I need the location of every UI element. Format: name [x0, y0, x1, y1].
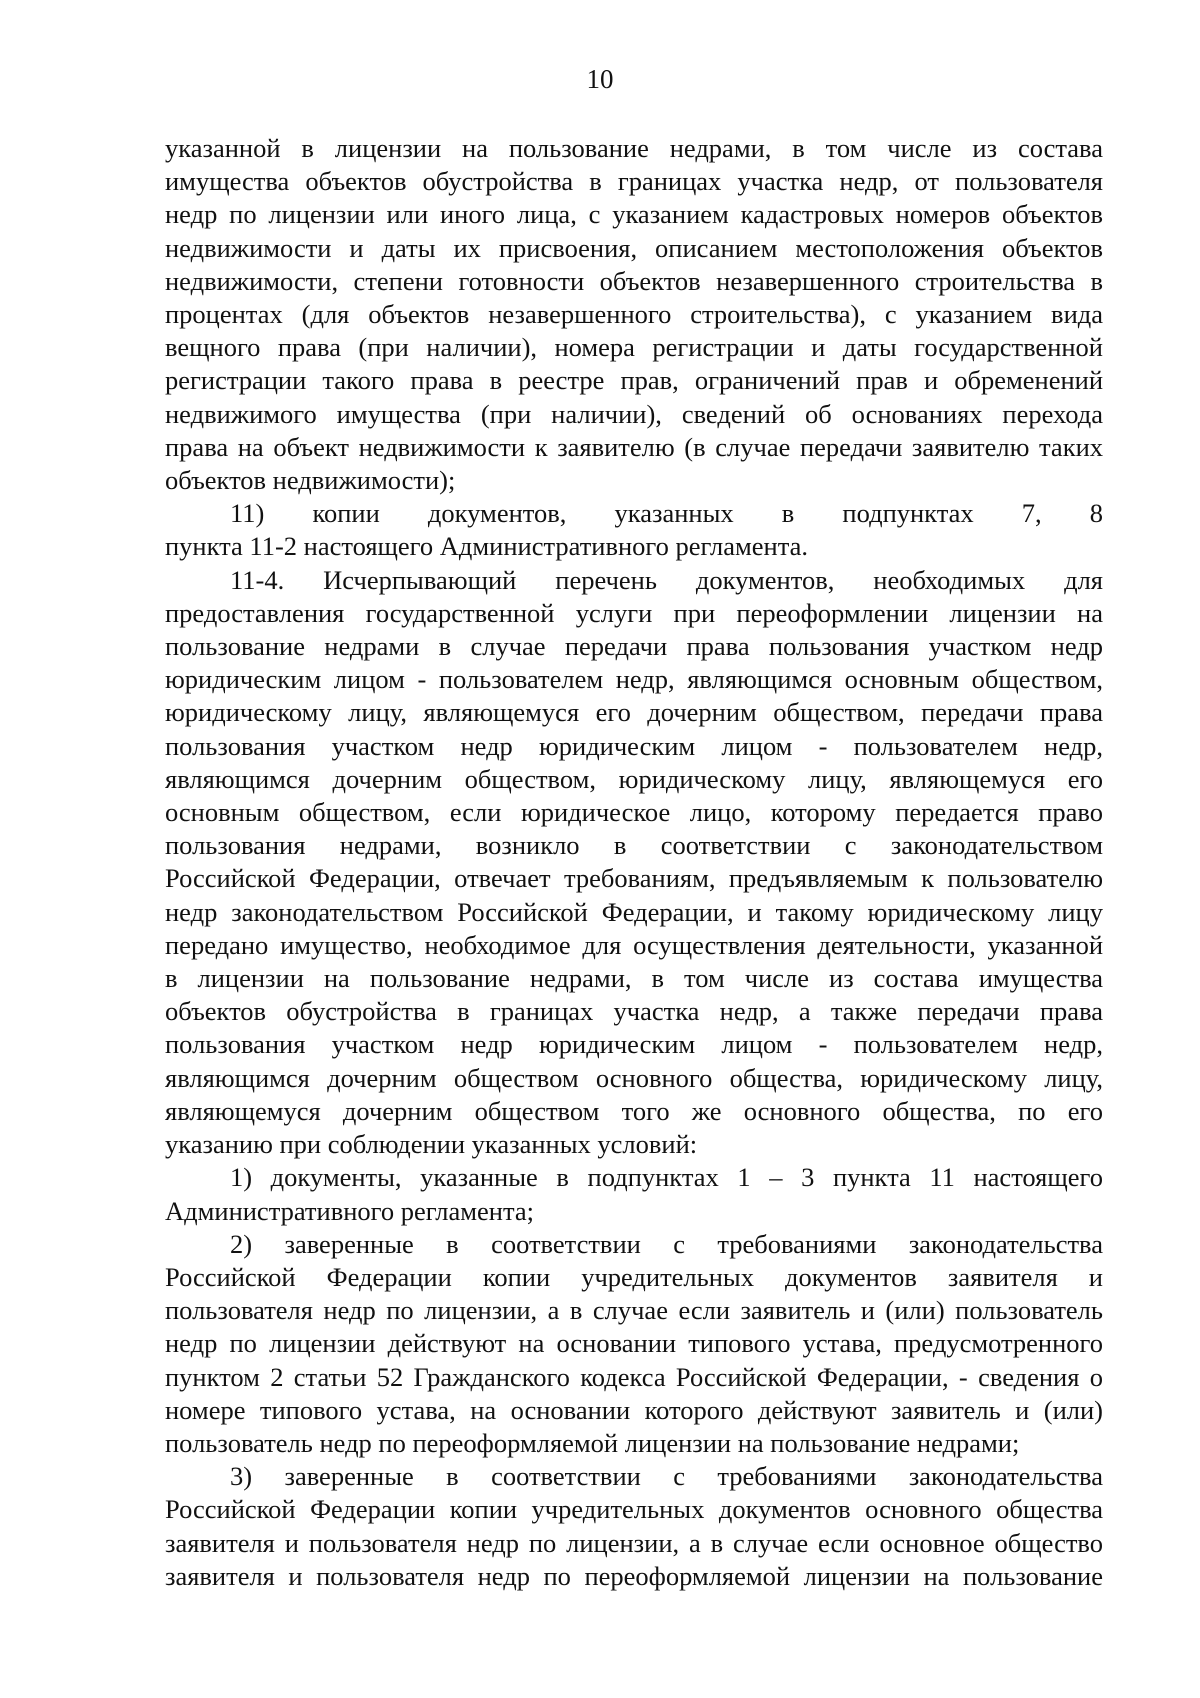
- text-line: Российской Федерации копии учредительных документов заявителя и: [165, 1261, 1103, 1292]
- paragraph-p6: [165, 1460, 1103, 1593]
- paragraph-p1: [165, 132, 1103, 497]
- text-line: недр по лицензии или иного лица, с указанием кадастровых номеров объектов: [165, 199, 1103, 230]
- text-line: пользования участком недр юридическим лицом - пользователем недр,: [165, 1029, 1103, 1060]
- text-line: пользования недрами, возникло в соответствии с законодательством: [165, 830, 1103, 861]
- text-line: пользования участком недр юридическим лицом - пользователем недр,: [165, 730, 1103, 761]
- paragraph-p5: [165, 1228, 1103, 1460]
- document-body: [165, 132, 1103, 1593]
- text-line: 11-4. Исчерпывающий перечень документов, необходимых для: [230, 564, 1103, 595]
- text-line: недвижимости, степени готовности объектов незавершенного строительства в: [165, 265, 1103, 296]
- text-line: недр законодательством Российской Федерации, и такому юридическому лицу: [165, 896, 1103, 927]
- text-line: 2) заверенные в соответствии с требованиями законодательства: [230, 1228, 1103, 1259]
- text-line: юридическому лицу, являющемуся его дочерним обществом, передачи права: [165, 697, 1103, 728]
- text-line: права на объект недвижимости к заявителю (в случае передачи заявителю таких: [165, 431, 1103, 462]
- text-line: 1) документы, указанные в подпунктах 1 – 3 пункта 11 настоящего: [230, 1162, 1103, 1193]
- text-line: имущества объектов обустройства в границах участка недр, от пользователя: [165, 166, 1103, 197]
- text-line: 3) заверенные в соответствии с требованиями законодательства: [230, 1461, 1103, 1492]
- text-line: Административного регламента;: [165, 1195, 534, 1226]
- text-line: недр по лицензии действуют на основании типового устава, предусмотренного: [165, 1328, 1103, 1359]
- text-line: Российской Федерации, отвечает требованиям, предъявляемым к пользователю: [165, 863, 1103, 894]
- text-line: процентах (для объектов незавершенного строительства), с указанием вида: [165, 299, 1103, 330]
- text-line: предоставления государственной услуги при переоформлении лицензии на: [165, 597, 1103, 628]
- text-line: объектов недвижимости);: [165, 465, 456, 496]
- text-line: являющемуся дочерним обществом того же основного общества, по его: [165, 1095, 1103, 1126]
- text-line: пункта 11-2 настоящего Административного регламента.: [165, 531, 809, 562]
- text-line: пользователь недр по переоформляемой лицензии на пользование недрами;: [165, 1427, 1020, 1458]
- text-line: объектов обустройства в границах участка недр, а также передачи права: [165, 996, 1103, 1027]
- text-line: вещного права (при наличии), номера регистрации и даты государственной: [165, 332, 1103, 363]
- paragraph-p2: [165, 497, 1103, 563]
- text-line: указанной в лицензии на пользование недрами, в том числе из состава: [165, 133, 1103, 163]
- text-line: юридическим лицом - пользователем недр, являющимся основным обществом,: [165, 664, 1103, 695]
- text-line: регистрации такого права в реестре прав, ограничений прав и обременений: [165, 365, 1103, 396]
- text-line: 11) копии документов, указанных в подпунктах 7, 8: [230, 498, 1103, 529]
- paragraph-p3: [165, 564, 1103, 1162]
- text-line: недвижимости и даты их присвоения, описанием местоположения объектов: [165, 232, 1103, 263]
- paragraph-p4: [165, 1161, 1103, 1227]
- text-line: в лицензии на пользование недрами, в том числе из состава имущества: [165, 963, 1103, 994]
- page-number: 10: [586, 64, 614, 94]
- text-line: основным обществом, если юридическое лицо, которому передается право: [165, 797, 1103, 828]
- text-line: передано имущество, необходимое для осуществления деятельности, указанной: [165, 929, 1103, 960]
- text-line: пользователя недр по лицензии, а в случае если заявитель и (или) пользователь: [165, 1295, 1103, 1326]
- text-line: заявителя и пользователя недр по лицензии, а в случае если основное общество: [165, 1527, 1103, 1558]
- text-line: являющимся дочерним обществом основного общества, юридическому лицу,: [165, 1062, 1103, 1093]
- text-line: номере типового устава, на основании которого действуют заявитель и (или): [165, 1394, 1103, 1425]
- text-line: заявителя и пользователя недр по переоформляемой лицензии на пользование: [165, 1560, 1103, 1591]
- text-line: пользование недрами в случае передачи права пользования участком недр: [165, 631, 1103, 662]
- text-line: Российской Федерации копии учредительных документов основного общества: [165, 1494, 1103, 1525]
- text-line: являющимся дочерним обществом, юридическому лицу, являющемуся его: [165, 763, 1103, 794]
- text-line: недвижимого имущества (при наличии), сведений об основаниях перехода: [165, 398, 1103, 429]
- text-line: пунктом 2 статьи 52 Гражданского кодекса Российской Федерации, - сведения о: [165, 1361, 1103, 1392]
- text-line: указанию при соблюдении указанных условий:: [165, 1129, 698, 1160]
